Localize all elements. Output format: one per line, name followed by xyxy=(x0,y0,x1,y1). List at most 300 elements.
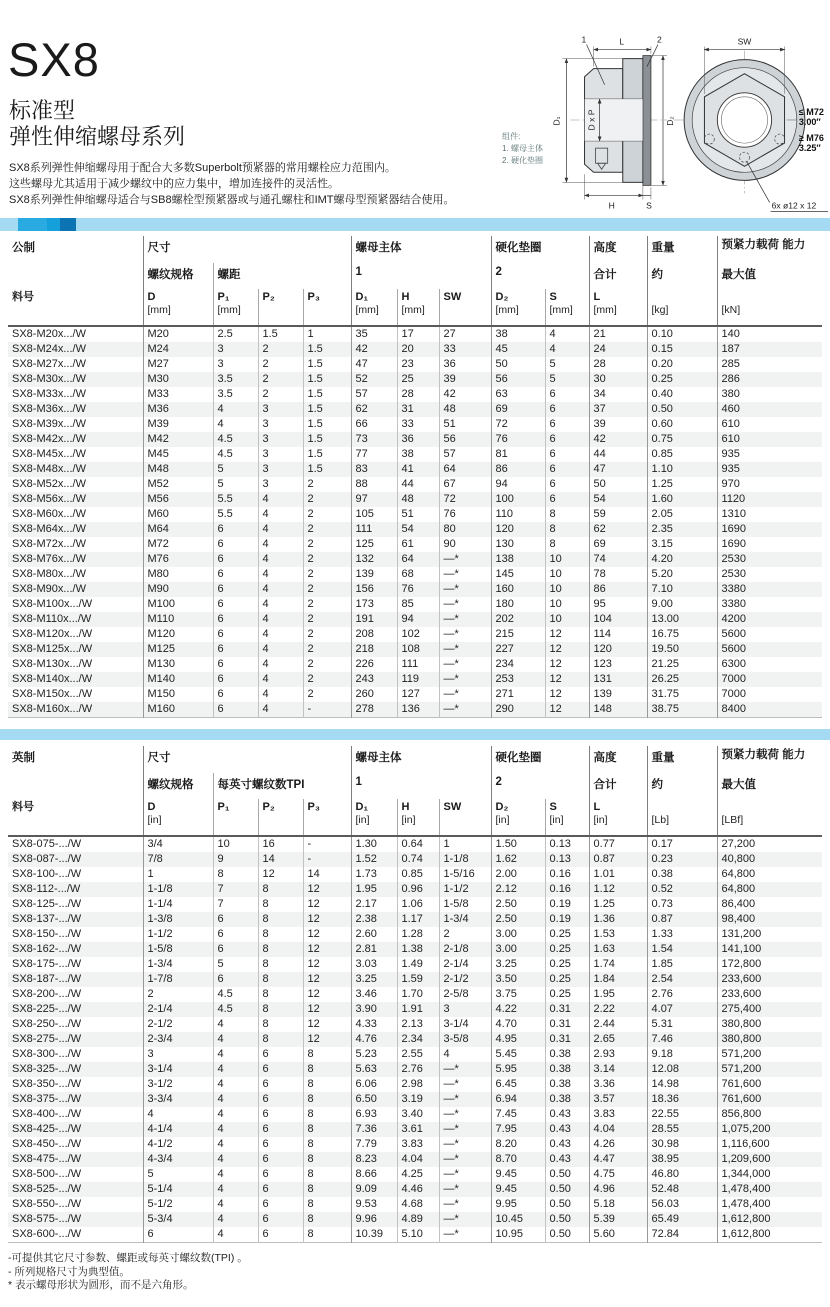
spec-value: 4.33 xyxy=(351,1017,397,1032)
spec-value: 0.13 xyxy=(545,836,589,852)
spec-value: 2 xyxy=(303,627,351,642)
spec-value: 1.36 xyxy=(589,912,647,927)
spec-value: 98,400 xyxy=(717,912,822,927)
spec-value: 10 xyxy=(545,567,589,582)
spec-value: 6 xyxy=(545,492,589,507)
spec-value: 64 xyxy=(439,462,491,477)
spec-value: M100 xyxy=(143,597,213,612)
spec-value: 7.45 xyxy=(491,1107,545,1122)
spec-value: 8 xyxy=(258,957,303,972)
spec-value: 5-3/4 xyxy=(143,1212,213,1227)
spec-value: 0.25 xyxy=(545,972,589,987)
spec-value: 1.95 xyxy=(351,882,397,897)
part-number: SX8-100-.../W xyxy=(12,868,82,880)
spec-value: 10 xyxy=(213,836,258,852)
spec-value: 30.98 xyxy=(647,1137,717,1152)
spec-value: 72 xyxy=(491,417,545,432)
spec-value: 8 xyxy=(258,942,303,957)
spec-value: 2.65 xyxy=(589,1032,647,1047)
spec-value: 0.31 xyxy=(545,1002,589,1017)
part-number: SX8-M45x.../W xyxy=(12,448,86,460)
spec-value: 3 xyxy=(258,447,303,462)
part-number: SX8-M130x.../W xyxy=(12,658,93,670)
spec-value: 6 xyxy=(213,642,258,657)
spec-value: 8 xyxy=(303,1212,351,1227)
spec-value: 6 xyxy=(213,972,258,987)
part-number: SX8-M100x.../W xyxy=(12,598,93,610)
footnote-line: * 表示螺母形状为圆形，而不是六角形。 xyxy=(8,1279,194,1291)
spec-value: 5.63 xyxy=(351,1062,397,1077)
spec-value: 0.38 xyxy=(545,1077,589,1092)
spec-value: 5 xyxy=(213,462,258,477)
spec-value: 0.17 xyxy=(647,836,717,852)
part-number: SX8-M36x.../W xyxy=(12,403,86,415)
part-number: SX8-M160x.../W xyxy=(12,703,93,715)
spec-value: 31 xyxy=(397,402,439,417)
spec-value: 28 xyxy=(589,357,647,372)
part-number: SX8-275-.../W xyxy=(12,1033,82,1045)
spec-value: 5.5 xyxy=(213,492,258,507)
spec-value: 3.14 xyxy=(589,1062,647,1077)
spec-value: 8 xyxy=(303,1152,351,1167)
table-row xyxy=(8,1062,822,1077)
spec-value: 12 xyxy=(303,1017,351,1032)
spec-value: 761,600 xyxy=(717,1092,822,1107)
spec-value: 8 xyxy=(303,1107,351,1122)
spec-value: 6.06 xyxy=(351,1077,397,1092)
spec-value: 0.50 xyxy=(545,1197,589,1212)
spec-value: 2-5/8 xyxy=(439,987,491,1002)
table-row xyxy=(8,582,822,597)
spec-value: 2 xyxy=(303,612,351,627)
spec-value: 140 xyxy=(717,326,822,342)
spec-value: 0.43 xyxy=(545,1122,589,1137)
spec-value: 2 xyxy=(303,657,351,672)
spec-value: 12 xyxy=(545,687,589,702)
part-number: SX8-550-.../W xyxy=(12,1198,82,1210)
spec-value: 6 xyxy=(213,567,258,582)
part-number: SX8-M30x.../W xyxy=(12,373,86,385)
spec-value: 1.53 xyxy=(589,927,647,942)
spec-value: 3.00 xyxy=(491,927,545,942)
spec-value: 42 xyxy=(439,387,491,402)
spec-value: 9.53 xyxy=(351,1197,397,1212)
table-row xyxy=(8,852,822,867)
part-number: SX8-M56x.../W xyxy=(12,493,86,505)
spec-value: 6 xyxy=(258,1107,303,1122)
spec-value: 7.95 xyxy=(491,1122,545,1137)
table-row xyxy=(8,462,822,477)
spec-value: 4 xyxy=(213,1167,258,1182)
spec-value: 4-1/2 xyxy=(143,1137,213,1152)
spec-value: 5-1/4 xyxy=(143,1182,213,1197)
spec-value: 0.13 xyxy=(545,852,589,867)
spec-value: 47 xyxy=(589,462,647,477)
part-number: SX8-187-.../W xyxy=(12,973,82,985)
spec-value: —* xyxy=(439,597,491,612)
spec-value: 0.38 xyxy=(545,1092,589,1107)
spec-value: 5 xyxy=(213,957,258,972)
group-header-washer: 硬化垫圈 xyxy=(491,236,589,263)
spec-value: 2.50 xyxy=(491,897,545,912)
spec-value: 160 xyxy=(491,582,545,597)
spec-value: 120 xyxy=(589,642,647,657)
dim-label-L: L xyxy=(619,36,625,47)
part-number: SX8-162-.../W xyxy=(12,943,82,955)
sub-header-max: 最大值 xyxy=(717,263,822,289)
spec-value: 2.13 xyxy=(397,1017,439,1032)
table-row xyxy=(8,942,822,957)
table-row xyxy=(8,1197,822,1212)
spec-value: —* xyxy=(439,657,491,672)
spec-value: 2530 xyxy=(717,567,822,582)
table-row xyxy=(8,372,822,387)
spec-value: 2.05 xyxy=(647,507,717,522)
spec-value: 4 xyxy=(213,1152,258,1167)
spec-value: 5.10 xyxy=(397,1227,439,1243)
spec-value: 218 xyxy=(351,642,397,657)
spec-value: 233,600 xyxy=(717,987,822,1002)
spec-value: 0.50 xyxy=(545,1167,589,1182)
spec-value: 260 xyxy=(351,687,397,702)
spec-value: —* xyxy=(439,687,491,702)
spec-value: 0.75 xyxy=(647,432,717,447)
table-row xyxy=(8,672,822,687)
spec-value: 12 xyxy=(303,987,351,1002)
spec-value: 4.75 xyxy=(589,1167,647,1182)
dim-label-D1: D₁ xyxy=(551,116,562,126)
spec-value: 48 xyxy=(439,402,491,417)
spec-value: 64,800 xyxy=(717,882,822,897)
spec-value: 1.52 xyxy=(351,852,397,867)
part-number: SX8-137-.../W xyxy=(12,913,82,925)
group-header-preload: 预紧力载荷 能力 xyxy=(717,236,822,263)
spec-value: 8.70 xyxy=(491,1152,545,1167)
spec-value: 0.96 xyxy=(397,882,439,897)
column-header: D₁ [in] xyxy=(351,799,397,836)
spec-value: 50 xyxy=(589,477,647,492)
table-row xyxy=(8,387,822,402)
spec-value: 0.50 xyxy=(545,1182,589,1197)
table-row xyxy=(8,1122,822,1137)
spec-value: 9.96 xyxy=(351,1212,397,1227)
part-number: SX8-M120x.../W xyxy=(12,628,93,640)
spec-value: 4 xyxy=(213,1122,258,1137)
spec-value: 0.19 xyxy=(545,912,589,927)
spec-value: 10 xyxy=(545,597,589,612)
spec-value: 5600 xyxy=(717,627,822,642)
spec-value: 6.93 xyxy=(351,1107,397,1122)
spec-value: 2-1/8 xyxy=(439,942,491,957)
spec-value: 6 xyxy=(213,702,258,718)
spec-value: 8 xyxy=(303,1137,351,1152)
spec-value: 8 xyxy=(258,897,303,912)
spec-value: 1.62 xyxy=(491,852,545,867)
spec-value: 6 xyxy=(213,912,258,927)
part-number: SX8-500-.../W xyxy=(12,1168,82,1180)
size-note-m76-in: 3.25″ xyxy=(798,143,821,154)
spec-value: 2.50 xyxy=(491,912,545,927)
part-number: SX8-600-.../W xyxy=(12,1228,82,1240)
part-number: SX8-200-.../W xyxy=(12,988,82,1000)
spec-value: 6 xyxy=(545,447,589,462)
spec-value: 191 xyxy=(351,612,397,627)
spec-value: 1,209,600 xyxy=(717,1152,822,1167)
table-row xyxy=(8,1152,822,1167)
spec-value: 4 xyxy=(545,326,589,342)
spec-value: 42 xyxy=(351,342,397,357)
spec-value: 123 xyxy=(589,657,647,672)
spec-value: 1.01 xyxy=(589,867,647,882)
spec-value: 3.50 xyxy=(491,972,545,987)
spec-value: 6 xyxy=(258,1122,303,1137)
spec-value: 19.50 xyxy=(647,642,717,657)
part-number: SX8-425-.../W xyxy=(12,1123,82,1135)
spec-value: 6.50 xyxy=(351,1092,397,1107)
spec-value: 44 xyxy=(589,447,647,462)
dim-label-H: H xyxy=(608,200,615,211)
spec-value: 202 xyxy=(491,612,545,627)
spec-value: 0.85 xyxy=(397,867,439,882)
spec-value: 380 xyxy=(717,387,822,402)
spec-value: M150 xyxy=(143,687,213,702)
spec-value: 119 xyxy=(397,672,439,687)
spec-value: 0.43 xyxy=(545,1107,589,1122)
column-header: D₂ [mm] xyxy=(491,289,545,326)
spec-value: 16.75 xyxy=(647,627,717,642)
spec-value: 2 xyxy=(258,357,303,372)
spec-value: 2.76 xyxy=(397,1062,439,1077)
part-number: SX8-M80x.../W xyxy=(12,568,86,580)
spec-value: —* xyxy=(439,582,491,597)
legend-item-washer: 2. 硬化垫圈 xyxy=(502,156,544,166)
spec-value: 10.45 xyxy=(491,1212,545,1227)
spec-value: 48 xyxy=(397,492,439,507)
spec-value: 12 xyxy=(303,882,351,897)
spec-value: 1.49 xyxy=(397,957,439,972)
spec-value: 610 xyxy=(717,432,822,447)
spec-value: 4 xyxy=(545,342,589,357)
spec-value: 610 xyxy=(717,417,822,432)
page-title: SX8 xyxy=(8,33,100,86)
spec-value: 215 xyxy=(491,627,545,642)
table-row xyxy=(8,687,822,702)
spec-value: 2-1/4 xyxy=(439,957,491,972)
spec-value: 9.18 xyxy=(647,1047,717,1062)
spec-value: 4 xyxy=(213,1182,258,1197)
spec-value: 4 xyxy=(258,657,303,672)
spec-value: 125 xyxy=(351,537,397,552)
spec-value: 970 xyxy=(717,477,822,492)
spec-value: 86,400 xyxy=(717,897,822,912)
description-line: SX8系列弹性伸缩螺母适合与SB8螺栓型预紧器或与通孔螺柱和IMT螺母型预紧器结合使用。 xyxy=(9,194,455,206)
spec-value: M110 xyxy=(143,612,213,627)
spec-value: 68 xyxy=(397,567,439,582)
spec-value: 1,612,800 xyxy=(717,1212,822,1227)
table-row xyxy=(8,702,822,718)
spec-value: 21 xyxy=(589,326,647,342)
spec-value: 2 xyxy=(303,672,351,687)
spec-value: 4 xyxy=(258,582,303,597)
spec-value: —* xyxy=(439,1077,491,1092)
spec-value: 6 xyxy=(213,687,258,702)
part-number: SX8-175-.../W xyxy=(12,958,82,970)
spec-value: 1.70 xyxy=(397,987,439,1002)
spec-value: 243 xyxy=(351,672,397,687)
spec-value: 114 xyxy=(589,627,647,642)
spec-value: 3 xyxy=(213,342,258,357)
spec-value: 80 xyxy=(439,522,491,537)
spec-value: 78 xyxy=(589,567,647,582)
spec-value: 3.90 xyxy=(351,1002,397,1017)
spec-value: 2.54 xyxy=(647,972,717,987)
spec-value: 25 xyxy=(397,372,439,387)
spec-value: 234 xyxy=(491,657,545,672)
spec-value: 4.76 xyxy=(351,1032,397,1047)
spec-value: 0.16 xyxy=(545,882,589,897)
spec-value: 127 xyxy=(397,687,439,702)
spec-value: 4 xyxy=(213,1062,258,1077)
spec-value: 1.95 xyxy=(589,987,647,1002)
column-header: L [in] xyxy=(589,799,647,836)
part-number: SX8-087-.../W xyxy=(12,853,82,865)
sub-header-washer-number: 2 xyxy=(491,773,589,799)
spec-value: 2-1/2 xyxy=(439,972,491,987)
spec-value: 3.36 xyxy=(589,1077,647,1092)
spec-value: 2 xyxy=(303,582,351,597)
spec-value: 3 xyxy=(143,1047,213,1062)
spec-value: 7.10 xyxy=(647,582,717,597)
spec-value: 2.5 xyxy=(213,326,258,342)
sub-header-washer-number: 2 xyxy=(491,263,589,289)
part-number: SX8-M42x.../W xyxy=(12,433,86,445)
spec-value: 1.5 xyxy=(303,462,351,477)
dim-label-DxP: D x P xyxy=(586,109,597,131)
sub-header-nut-number: 1 xyxy=(351,263,491,289)
spec-value: 5 xyxy=(143,1167,213,1182)
spec-value: M48 xyxy=(143,462,213,477)
spec-value: 6 xyxy=(545,432,589,447)
spec-value: 6 xyxy=(213,582,258,597)
spec-value: 187 xyxy=(717,342,822,357)
spec-value: 12 xyxy=(545,642,589,657)
spec-value: 4.96 xyxy=(589,1182,647,1197)
spec-value: 6 xyxy=(545,387,589,402)
spec-value: 6 xyxy=(545,462,589,477)
sub-header-max: 最大值 xyxy=(717,773,822,799)
spec-value: 8 xyxy=(213,867,258,882)
spec-value: M36 xyxy=(143,402,213,417)
column-header: H [in] xyxy=(397,799,439,836)
group-header-size: 尺寸 xyxy=(143,746,351,773)
spec-value: 81 xyxy=(491,447,545,462)
part-number: SX8-075-.../W xyxy=(12,838,82,850)
spec-value: 102 xyxy=(397,627,439,642)
spec-value: 2 xyxy=(303,492,351,507)
spec-value: 4.5 xyxy=(213,447,258,462)
part-number: SX8-M33x.../W xyxy=(12,388,86,400)
spec-value: 8 xyxy=(303,1227,351,1243)
spec-value: 0.60 xyxy=(647,417,717,432)
spec-value: 20 xyxy=(397,342,439,357)
spec-value: 8 xyxy=(258,912,303,927)
spec-value: 39 xyxy=(439,372,491,387)
spec-value: 571,200 xyxy=(717,1062,822,1077)
group-header-height: 高度 xyxy=(589,236,647,263)
part-number: SX8-M72x.../W xyxy=(12,538,86,550)
spec-value: 6 xyxy=(213,597,258,612)
part-number: SX8-300-.../W xyxy=(12,1048,82,1060)
part-number: SX8-400-.../W xyxy=(12,1108,82,1120)
spec-value: 5 xyxy=(213,477,258,492)
spec-value: 1.60 xyxy=(647,492,717,507)
part-number: SX8-112-.../W xyxy=(12,883,81,895)
spec-value: 3 xyxy=(439,1002,491,1017)
spec-value: 0.40 xyxy=(647,387,717,402)
column-header: L [mm] xyxy=(589,289,647,326)
spec-value: 0.43 xyxy=(545,1152,589,1167)
spec-value: 1.25 xyxy=(589,897,647,912)
spec-value: 1.59 xyxy=(397,972,439,987)
spec-value: 8400 xyxy=(717,702,822,718)
spec-value: 2 xyxy=(258,342,303,357)
spec-value: 6 xyxy=(258,1137,303,1152)
spec-value: —* xyxy=(439,567,491,582)
spec-value: 5.45 xyxy=(491,1047,545,1062)
spec-value: 1.33 xyxy=(647,927,717,942)
spec-value: 1.74 xyxy=(589,957,647,972)
spec-value: 3.25 xyxy=(351,972,397,987)
spec-value: 61 xyxy=(397,537,439,552)
spec-value: 136 xyxy=(397,702,439,718)
spec-value: 0.15 xyxy=(647,342,717,357)
spec-value: 4 xyxy=(258,522,303,537)
part-number: SX8-475-.../W xyxy=(12,1153,82,1165)
spec-value: 35 xyxy=(351,326,397,342)
spec-value: 4 xyxy=(258,672,303,687)
part-number: SX8-450-.../W xyxy=(12,1138,82,1150)
spec-value: 4 xyxy=(213,1197,258,1212)
spec-value: 94 xyxy=(397,612,439,627)
spec-value: 12 xyxy=(303,942,351,957)
spec-value: 1-7/8 xyxy=(143,972,213,987)
spec-value: 2.12 xyxy=(491,882,545,897)
spec-value: 7.36 xyxy=(351,1122,397,1137)
spec-value: 12 xyxy=(303,972,351,987)
spec-value: 90 xyxy=(439,537,491,552)
spec-value: 5 xyxy=(545,372,589,387)
spec-value: 66 xyxy=(351,417,397,432)
spec-value: 2 xyxy=(143,987,213,1002)
spec-value: 0.31 xyxy=(545,1032,589,1047)
spec-value: 6 xyxy=(258,1167,303,1182)
spec-value: 4 xyxy=(258,612,303,627)
spec-value: 290 xyxy=(491,702,545,718)
spec-value: 8 xyxy=(303,1197,351,1212)
spec-value: 85 xyxy=(397,597,439,612)
spec-value: 4 xyxy=(258,537,303,552)
spec-value: 10 xyxy=(545,612,589,627)
spec-value: 76 xyxy=(397,582,439,597)
spec-value: 2 xyxy=(303,687,351,702)
table-row xyxy=(8,987,822,1002)
spec-value: 0.43 xyxy=(545,1137,589,1152)
spec-value: 3380 xyxy=(717,582,822,597)
spec-value: 138 xyxy=(491,552,545,567)
part-number: SX8-575-.../W xyxy=(12,1213,82,1225)
spec-value: —* xyxy=(439,1167,491,1182)
spec-value: 1.28 xyxy=(397,927,439,942)
